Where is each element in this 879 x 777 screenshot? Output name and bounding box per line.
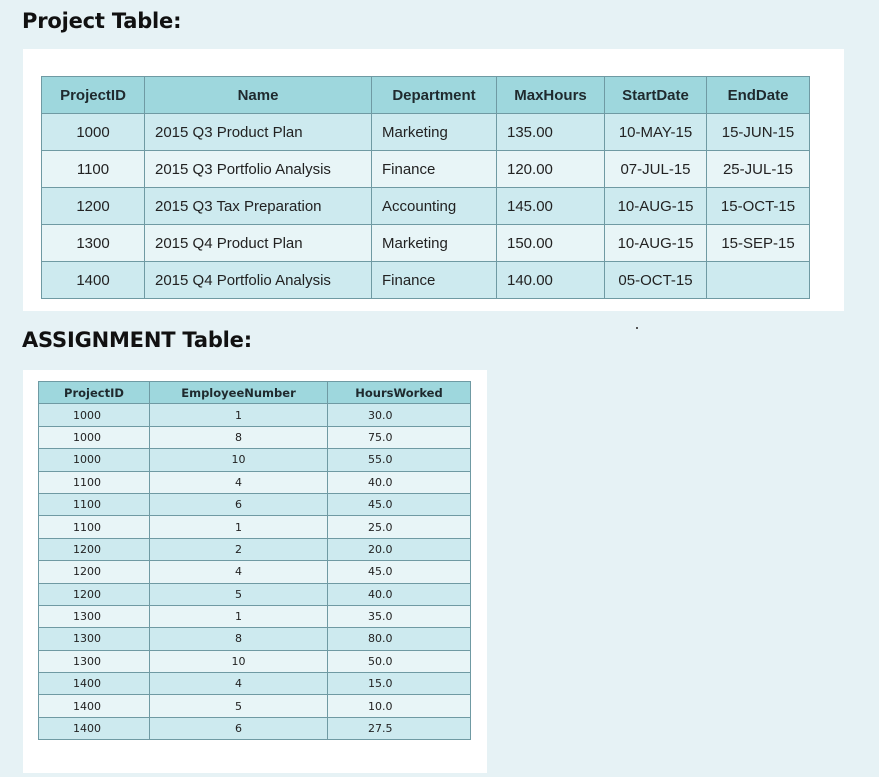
table-row <box>39 516 471 538</box>
cell-projectid: 1400 <box>39 695 150 717</box>
cell-department: Marketing <box>372 114 497 151</box>
cell-projectid: 1000 <box>39 404 150 426</box>
table-row <box>39 493 471 515</box>
cell-enddate: 15-OCT-15 <box>707 188 810 225</box>
cell-startdate: 10-MAY-15 <box>605 114 707 151</box>
cell-projectid: 1200 <box>42 188 145 225</box>
table-row <box>39 561 471 583</box>
cell-name: 2015 Q3 Portfolio Analysis <box>145 151 372 188</box>
cell-employeenumber: 5 <box>150 583 328 605</box>
cell-projectid: 1100 <box>39 493 150 515</box>
column-header-employeenumber: EmployeeNumber <box>150 382 328 404</box>
table-row <box>39 449 471 471</box>
cell-employeenumber: 4 <box>150 471 328 493</box>
cell-employeenumber: 6 <box>150 493 328 515</box>
table-row <box>39 605 471 627</box>
cell-maxhours: 140.00 <box>497 262 605 299</box>
cell-maxhours: 120.00 <box>497 151 605 188</box>
cell-startdate: 07-JUL-15 <box>605 151 707 188</box>
cell-name: 2015 Q4 Product Plan <box>145 225 372 262</box>
table-row <box>39 673 471 695</box>
project-table <box>41 76 810 299</box>
cell-projectid: 1400 <box>42 262 145 299</box>
project-table-heading: Project Table: <box>22 9 182 33</box>
cell-employeenumber: 1 <box>150 516 328 538</box>
cell-employeenumber: 4 <box>150 673 328 695</box>
table-row <box>39 471 471 493</box>
cell-name: 2015 Q3 Tax Preparation <box>145 188 372 225</box>
cell-employeenumber: 2 <box>150 538 328 560</box>
cell-maxhours: 150.00 <box>497 225 605 262</box>
assignment-header-row <box>39 382 471 404</box>
column-header-projectid: ProjectID <box>39 382 150 404</box>
column-header-name: Name <box>145 77 372 114</box>
cell-projectid: 1400 <box>39 673 150 695</box>
cell-department: Finance <box>372 262 497 299</box>
table-row <box>39 426 471 448</box>
cell-projectid: 1300 <box>42 225 145 262</box>
cell-hoursworked: 15.0 <box>328 673 471 695</box>
assignment-table <box>38 381 471 740</box>
cell-hoursworked: 75.0 <box>328 426 471 448</box>
cell-enddate: 25-JUL-15 <box>707 151 810 188</box>
cell-hoursworked: 50.0 <box>328 650 471 672</box>
cell-projectid: 1200 <box>39 583 150 605</box>
table-row <box>39 583 471 605</box>
cell-hoursworked: 27.5 <box>328 717 471 739</box>
cell-employeenumber: 8 <box>150 628 328 650</box>
cell-hoursworked: 45.0 <box>328 561 471 583</box>
cell-projectid: 1400 <box>39 717 150 739</box>
cell-enddate <box>707 262 810 299</box>
cell-employeenumber: 5 <box>150 695 328 717</box>
cell-employeenumber: 10 <box>150 650 328 672</box>
cell-projectid: 1000 <box>39 426 150 448</box>
cell-projectid: 1300 <box>39 650 150 672</box>
project-table-panel <box>23 49 844 311</box>
cell-enddate: 15-JUN-15 <box>707 114 810 151</box>
cell-hoursworked: 20.0 <box>328 538 471 560</box>
cell-projectid: 1100 <box>42 151 145 188</box>
table-row <box>42 262 810 299</box>
cell-projectid: 1100 <box>39 516 150 538</box>
table-row <box>39 404 471 426</box>
assignment-table-panel <box>23 370 487 773</box>
column-header-department: Department <box>372 77 497 114</box>
cell-startdate: 10-AUG-15 <box>605 225 707 262</box>
cell-name: 2015 Q3 Product Plan <box>145 114 372 151</box>
cell-projectid: 1300 <box>39 628 150 650</box>
cell-hoursworked: 55.0 <box>328 449 471 471</box>
cell-projectid: 1200 <box>39 538 150 560</box>
cell-employeenumber: 10 <box>150 449 328 471</box>
cell-projectid: 1200 <box>39 561 150 583</box>
cell-projectid: 1000 <box>42 114 145 151</box>
cell-employeenumber: 1 <box>150 404 328 426</box>
cell-hoursworked: 30.0 <box>328 404 471 426</box>
table-row <box>42 114 810 151</box>
table-row <box>39 538 471 560</box>
cell-hoursworked: 10.0 <box>328 695 471 717</box>
cell-startdate: 10-AUG-15 <box>605 188 707 225</box>
column-header-startdate: StartDate <box>605 77 707 114</box>
column-header-projectid: ProjectID <box>42 77 145 114</box>
cell-hoursworked: 40.0 <box>328 471 471 493</box>
cell-enddate: 15-SEP-15 <box>707 225 810 262</box>
cell-hoursworked: 45.0 <box>328 493 471 515</box>
cell-projectid: 1300 <box>39 605 150 627</box>
cell-maxhours: 135.00 <box>497 114 605 151</box>
cell-department: Finance <box>372 151 497 188</box>
project-header-row <box>42 77 810 114</box>
cell-employeenumber: 4 <box>150 561 328 583</box>
cell-projectid: 1100 <box>39 471 150 493</box>
cell-department: Marketing <box>372 225 497 262</box>
assignment-table-heading: ASSIGNMENT Table: <box>22 328 252 352</box>
cell-maxhours: 145.00 <box>497 188 605 225</box>
table-row <box>39 650 471 672</box>
cell-hoursworked: 40.0 <box>328 583 471 605</box>
table-row <box>42 188 810 225</box>
table-row <box>39 717 471 739</box>
cell-startdate: 05-OCT-15 <box>605 262 707 299</box>
cell-employeenumber: 6 <box>150 717 328 739</box>
cell-name: 2015 Q4 Portfolio Analysis <box>145 262 372 299</box>
stray-dot <box>636 327 638 329</box>
column-header-maxhours: MaxHours <box>497 77 605 114</box>
table-row <box>42 225 810 262</box>
table-row <box>39 695 471 717</box>
cell-hoursworked: 80.0 <box>328 628 471 650</box>
cell-hoursworked: 25.0 <box>328 516 471 538</box>
table-row <box>39 628 471 650</box>
column-header-hoursworked: HoursWorked <box>328 382 471 404</box>
cell-department: Accounting <box>372 188 497 225</box>
cell-employeenumber: 8 <box>150 426 328 448</box>
cell-projectid: 1000 <box>39 449 150 471</box>
column-header-enddate: EndDate <box>707 77 810 114</box>
cell-employeenumber: 1 <box>150 605 328 627</box>
table-row <box>42 151 810 188</box>
cell-hoursworked: 35.0 <box>328 605 471 627</box>
